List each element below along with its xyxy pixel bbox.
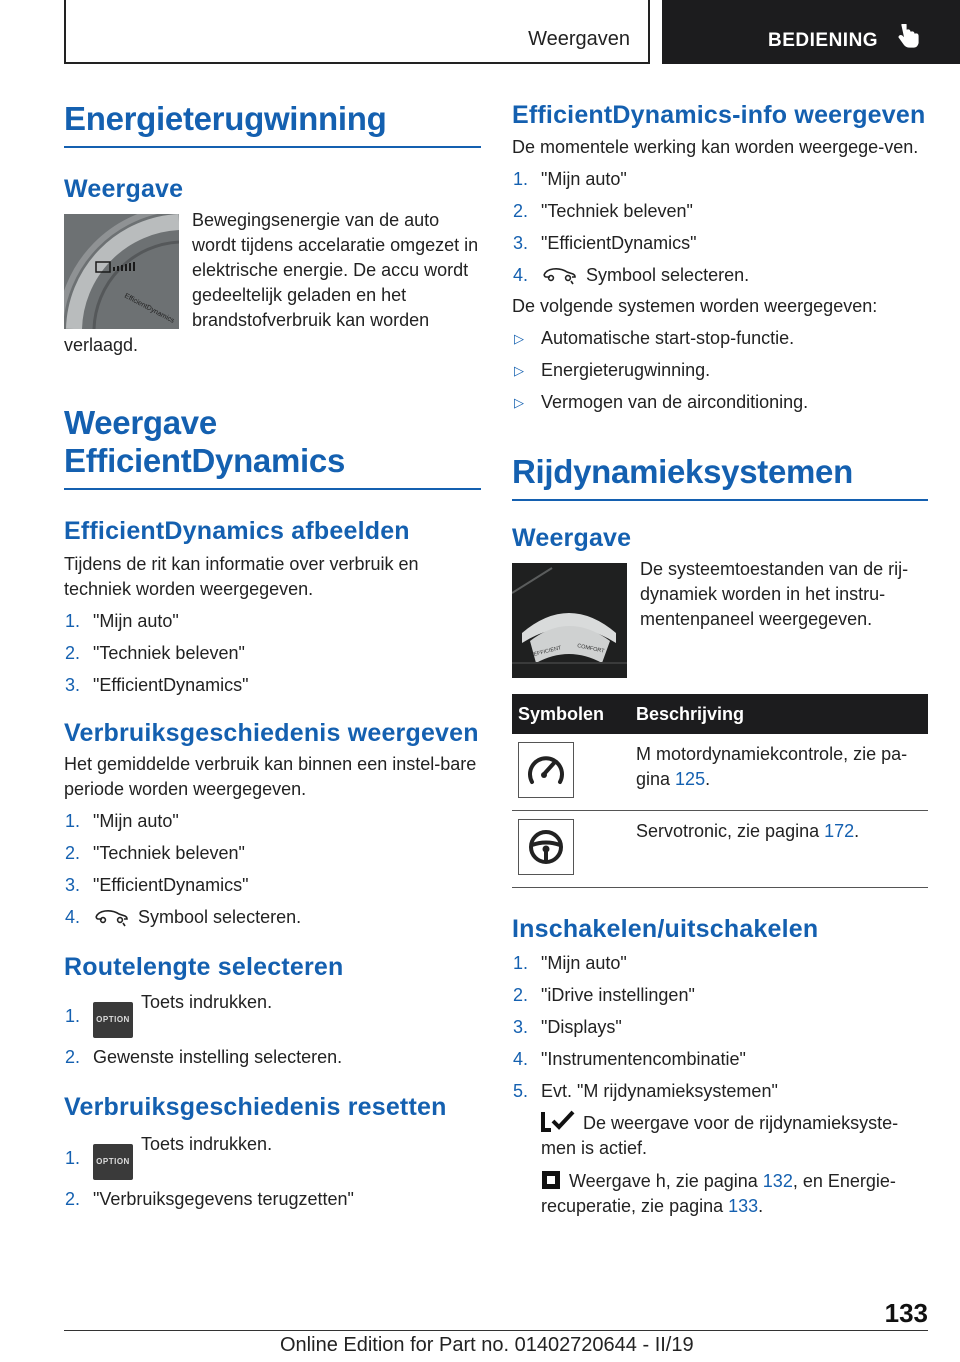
list-item: 1. OPTIONToets indrukken.	[64, 1132, 481, 1180]
list-item: 4. Symbool selecteren.	[65, 907, 302, 927]
systems-intro: De volgende systemen worden weergegeven:	[512, 296, 878, 316]
table-header-symbolen: Symbolen	[512, 694, 630, 734]
weergave-paragraph: Bewegingsenergie van de auto wordt tijdens accelaratie omgezet in elektrische energie. De accu wordt gedeeltelijk geladen en het brandstofverbruik kan worden verlaagd.	[64, 210, 479, 355]
note-active: De weergave voor de rijdynamieksyste-men is actief.	[512, 1110, 928, 1161]
list-item: 4. "Instrumentencombinatie"	[513, 1049, 746, 1069]
list-item: 1. "Mijn auto"	[65, 811, 179, 831]
geschiedenis-paragraph: Het gemiddelde verbruik kan binnen een instel-bare periode worden weergegeven.	[64, 754, 477, 799]
resetten-steps	[64, 1132, 481, 1212]
page-link-125[interactable]: 125	[675, 769, 706, 789]
list-item: 3. "EfficientDynamics"	[65, 675, 249, 695]
subsection-title-routelengte: Routelengte selecteren	[64, 953, 344, 981]
energy-gauge-drawing	[64, 214, 179, 329]
page-link-132[interactable]: 132	[762, 1171, 793, 1191]
section-title-rijdynamieksystemen: Rijdynamieksystemen	[512, 453, 928, 501]
table-header-beschrijving: Beschrijving	[630, 694, 928, 734]
section-title-weergave-efficientdynamics: Weergave EfficientDynamics	[64, 404, 481, 490]
footer-divider	[64, 1330, 928, 1331]
subsection-title-info: EfficientDynamics-info weergeven	[512, 101, 926, 129]
page-number: 133	[884, 1298, 928, 1328]
list-item: 1. "Mijn auto"	[513, 169, 627, 189]
systems-list	[512, 326, 928, 415]
subsection-title-afbeelden: EfficientDynamics afbeelden	[64, 517, 410, 545]
list-item: 2. "Techniek beleven"	[513, 201, 693, 221]
list-item: 3. "EfficientDynamics"	[65, 875, 249, 895]
routelengte-steps	[64, 990, 481, 1070]
car-icon	[93, 907, 129, 927]
header-tab-label: BEDIENING	[768, 30, 879, 51]
option-button: OPTION	[93, 1144, 133, 1180]
efficient-label: EFFICIENT	[533, 645, 563, 658]
note-weergave: Weergave h, zie pagina 132, en Energie-recuperatie, zie pagina 133.	[541, 1171, 896, 1216]
subsection-title-weergave-right: Weergave	[512, 524, 632, 552]
table-row: Servotronic, zie pagina 172.	[512, 811, 928, 888]
list-item: 1. "Mijn auto"	[513, 953, 627, 973]
footer-edition: Online Edition for Part no. 01402720644 - II/19	[280, 1334, 694, 1356]
gauge-caption: EfficientDynamics	[123, 292, 176, 325]
table-row: M motordynamiekcontrole, zie pa-gina 125.	[512, 734, 928, 811]
geschiedenis-steps	[64, 809, 481, 930]
right-column	[512, 100, 928, 1219]
square-icon	[541, 1170, 561, 1190]
header-frame	[64, 0, 650, 64]
comfort-label: COMFORT	[576, 643, 605, 655]
header-section-title: Weergaven	[528, 28, 630, 50]
weergave-right-paragraph: De systeemtoestanden van de rij-dynamiek worden in het instru-mentenpaneel weergegeven.	[640, 559, 909, 629]
symbols-table	[512, 694, 928, 888]
steering-wheel-icon	[518, 819, 574, 875]
list-item: 5. Evt. "M rijdynamieksystemen"	[513, 1081, 778, 1101]
list-item: 1. OPTIONToets indrukken.	[64, 990, 481, 1038]
page-link-133[interactable]: 133	[728, 1196, 759, 1216]
subsection-title-geschiedenis: Verbruiksgeschiedenis weergeven	[64, 719, 479, 747]
afbeelden-steps	[64, 609, 481, 698]
car-icon	[541, 265, 577, 285]
list-item: 3. "Displays"	[513, 1017, 622, 1037]
subsection-title-schakelen: Inschakelen/uitschakelen	[512, 915, 819, 943]
driving-dynamics-drawing	[512, 563, 627, 678]
list-item: 2. "Techniek beleven"	[65, 843, 245, 863]
subsection-title-resetten: Verbruiksgeschiedenis resetten	[64, 1093, 447, 1121]
list-item: 2. "Techniek beleven"	[65, 643, 245, 663]
list-item: 4. Symbool selecteren.	[513, 265, 750, 285]
speedometer-icon	[518, 742, 574, 798]
hand-pointer-icon	[896, 24, 920, 54]
list-item: 2. Gewenste instelling selecteren.	[65, 1047, 343, 1067]
info-steps	[512, 167, 928, 288]
header-tab[interactable]	[662, 0, 960, 64]
section-title-energieterugwinning: Energieterugwinning	[64, 100, 481, 148]
left-column	[64, 100, 481, 1212]
list-item: 3. "EfficientDynamics"	[513, 233, 697, 253]
info-paragraph: De momentele werking kan worden weergege-ven.	[512, 137, 919, 157]
list-item: 2. "Verbruiksgegevens terugzetten"	[65, 1189, 354, 1209]
driving-dynamics-image	[512, 563, 627, 678]
checkmark-icon	[541, 1110, 575, 1132]
list-item: ▷ Vermogen van de airconditioning.	[514, 392, 809, 412]
list-item: 2. "iDrive instellingen"	[513, 985, 695, 1005]
list-item: ▷ Energieterugwinning.	[514, 360, 711, 380]
list-item: ▷ Automatische start-stop-functie.	[514, 328, 795, 348]
list-item: 1. "Mijn auto"	[65, 611, 179, 631]
option-button: OPTION	[93, 1002, 133, 1038]
energy-gauge-image	[64, 214, 179, 329]
afbeelden-paragraph: Tijdens de rit kan informatie over verbruik en techniek worden weergegeven.	[64, 554, 419, 599]
page-link-172[interactable]: 172	[824, 821, 855, 841]
subsection-title-weergave: Weergave	[64, 175, 184, 203]
schakelen-steps	[512, 951, 928, 1104]
